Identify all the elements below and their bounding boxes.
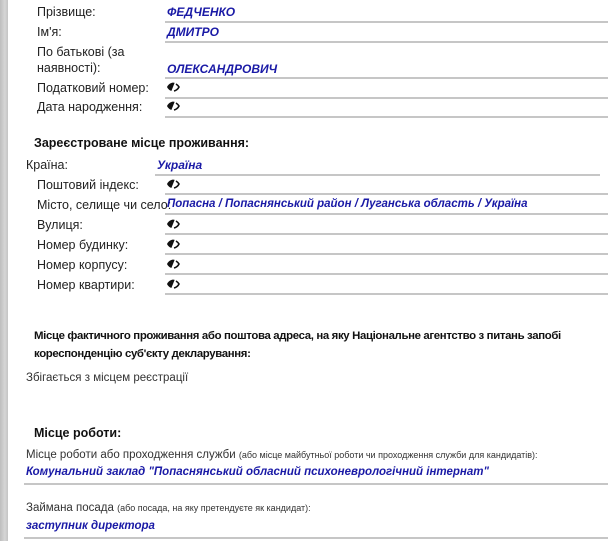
- surname-label: Прізвище:: [37, 5, 96, 19]
- apartment-number-label: Номер квартири:: [37, 278, 135, 292]
- actual-address-value: Збігається з місцем реєстрації: [26, 372, 189, 384]
- street-label: Вулиця:: [37, 218, 83, 232]
- birth-date-underline: [165, 116, 608, 118]
- position-underline: [24, 537, 608, 539]
- street-underline: [165, 233, 608, 235]
- position-label-main: Займана посада: [26, 502, 114, 514]
- country-label: Країна:: [26, 158, 68, 172]
- registered-address-title: Зареєстроване місце проживання:: [34, 136, 250, 150]
- hidden-eye-icon: [166, 81, 180, 93]
- building-number-underline: [165, 273, 608, 275]
- work-place-value: Комунальний заклад "Попаснянський обласний психоневрологічний інтернат": [26, 466, 489, 478]
- position-value: заступник директора: [26, 520, 155, 532]
- name-value: ДМИТРО: [167, 25, 219, 39]
- country-underline: [155, 174, 600, 176]
- postal-code-label: Поштовий індекс:: [37, 178, 139, 192]
- patronymic-underline: [165, 77, 608, 79]
- hidden-eye-icon: [166, 178, 180, 190]
- postal-code-underline: [165, 193, 608, 195]
- surname-underline: [165, 21, 608, 23]
- name-underline: [165, 41, 608, 43]
- left-edge-bar: [0, 0, 8, 541]
- hidden-eye-icon: [166, 278, 180, 290]
- position-label: [26, 502, 311, 514]
- house-number-label: Номер будинку:: [37, 238, 129, 252]
- actual-address-title-line2: кореспонденцію суб'єкту декларування:: [34, 348, 251, 360]
- hidden-eye-icon: [166, 100, 180, 112]
- work-place-underline: [24, 483, 608, 485]
- house-number-underline: [165, 253, 608, 255]
- city-label: Місто, селище чи село:: [37, 198, 172, 212]
- hidden-eye-icon: [166, 238, 180, 250]
- hidden-eye-icon: [166, 218, 180, 230]
- position-label-note: (або посада, на яку претендуєте як кандидат):: [117, 503, 311, 513]
- work-place-label-note: (або місце майбутньої роботи чи проходження служби для кандидатів):: [238, 450, 538, 460]
- country-value: Україна: [157, 158, 203, 172]
- work-title: Місце роботи:: [34, 426, 122, 440]
- actual-address-title-line1: Місце фактичного проживання або поштова адреса, на яку Національне агентство з питань запобі: [34, 330, 561, 342]
- building-number-label: Номер корпусу:: [37, 258, 128, 272]
- tax-number-underline: [165, 97, 608, 99]
- hidden-eye-icon: [166, 258, 180, 270]
- apartment-number-underline: [165, 293, 608, 295]
- work-place-label: [26, 449, 538, 461]
- city-underline: [165, 213, 608, 215]
- tax-number-label: Податковий номер:: [37, 81, 149, 95]
- birth-date-label: Дата народження:: [37, 100, 143, 114]
- patronymic-label-line1: По батькові (за: [37, 45, 125, 59]
- work-place-label-main: Місце роботи або проходження служби: [26, 449, 236, 461]
- city-value: Попасна / Попаснянський район / Луганська область / Україна: [167, 198, 528, 210]
- surname-value: ФЕДЧЕНКО: [167, 5, 236, 19]
- name-label: Ім'я:: [37, 25, 62, 39]
- patronymic-label-line2: наявності):: [37, 61, 101, 75]
- patronymic-value: ОЛЕКСАНДРОВИЧ: [167, 62, 278, 76]
